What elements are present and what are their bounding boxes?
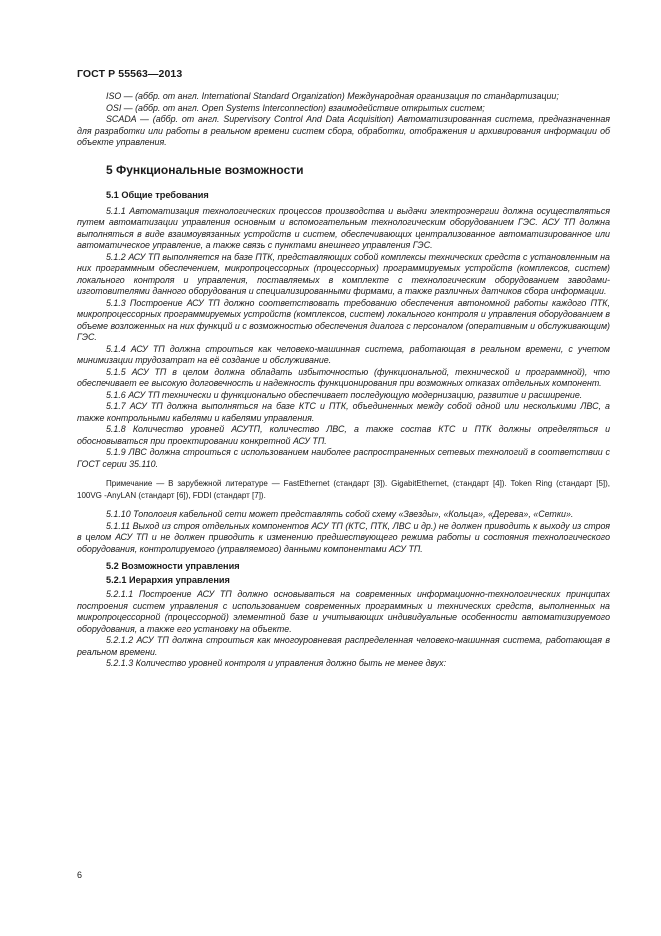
paragraph-5-1-5: 5.1.5 АСУ ТП в целом должна обладать избыточностью (функциональной, технической и программной), что обеспечивает ее высокую долговечность и надежность функционирования при возможных отказах отдельных компонент.: [77, 366, 610, 388]
paragraph-5-1-11: 5.1.11 Выход из строя отдельных компонентов АСУ ТП (КТС, ПТК, ЛВС и др.) не должен приводить к выходу из строя в целом АСУ ТП и не должен приводить к изменению предшествующего режима работы и состояния технологического оборудования, контролируемого (управляемого) данными компонентами АСУ ТП.: [77, 520, 610, 554]
note-standards: Примечание — В зарубежной литературе — FastEthernet (стандарт [3]). GigabitEthernet, (стандарт [4]). Token Ring (стандарт [5]), 100VG -AnyLAN (стандарт [6]), FDDI (стандарт [7]).: [77, 479, 611, 500]
section-5-2-title: 5.2 Возможности управления: [106, 561, 240, 571]
paragraph-5-1-10: 5.1.10 Топология кабельной сети может представлять собой схему «Звезды», «Кольца», «Дерева», «Сетки».: [106, 509, 574, 519]
section-5-title: 5 Функциональные возможности: [106, 162, 304, 177]
paragraph-5-2-1-1: 5.2.1.1 Построение АСУ ТП должно основываться на современных информационно-технологических принципах построения систем управления с использованием современных программных и технических средств, выполненных на микропроцессорной (процессорной) элементной базе и учитывающих индивидуальные особенности автоматизируемого оборудования, а также его установку на объекте.: [77, 589, 610, 634]
abbreviation-scada: SCADA — (аббр. от англ. Supervisory Control And Data Acquisition) Автоматизированная система, предназначенная для разработки или работы в реальном времени систем сбора, обработки, отображения и архивирования информации об объекте управления.: [77, 114, 610, 147]
paragraph-5-1-8: 5.1.8 Количество уровней АСУТП, количество ЛВС, а также состав КТС и ПТК должны определяться и обосновываться при проектировании конкретной АСУ ТП.: [77, 424, 610, 446]
section-5-2-1-title: 5.2.1 Иерархия управления: [106, 574, 230, 585]
page-number: 6: [77, 870, 83, 880]
paragraph-5-1-4: 5.1.4 АСУ ТП должна строиться как человеко-машинная система, работающая в реальном времени, с учетом минимизации трудозатрат на её создание и обслуживание.: [77, 343, 610, 365]
paragraph-5-1-7: 5.1.7 АСУ ТП должна выполняться на базе КТС и ПТК, объединенных между собой одной или несколькими ЛВС, а также контрольными кабелями и кабелями управления.: [77, 401, 610, 423]
abbreviation-osi: OSI — (аббр. от англ. Open Systems Interconnection) взаимодействие открытых систем;: [106, 102, 485, 113]
paragraph-5-1-2: 5.1.2 АСУ ТП выполняется на базе ПТК, представляющих собой комплексы технических средств с установленным на них программным обеспечением, микропроцессорных (процессорных) программируемых устройств (комплексов, систем) локального контроля и управления, поставляемых в комплекте с технологическим оборудованием заводами-изготовителями данного оборудования и специализированными фирмами, а также различных датчиков сбора информации.: [77, 251, 610, 296]
section-5-1-title: 5.1 Общие требования: [106, 190, 209, 200]
paragraph-5-1-9: 5.1.9 ЛВС должна строиться с использованием наиболее распространенных сетевых технологий в соответствии с ГОСТ серии 35.110.: [77, 447, 610, 469]
paragraph-5-1-6: 5.1.6 АСУ ТП технически и функционально обеспечивает последующую модернизацию, развитие и расширение.: [106, 389, 583, 400]
paragraph-5-1-3: 5.1.3 Построение АСУ ТП должно соответствовать требованию обеспечения автономной работы каждого ПТК, микропроцессорных программируемых устройств (комплексов, систем) локального контроля и управления оборудованием в объеме возложенных на них функций и с возможностью обеспечения диалога с персоналом (оперативным и обслуживающим) ГЭС.: [77, 297, 610, 342]
document-body: [77, 91, 610, 670]
abbreviation-iso: ISO — (аббр. от англ. International Standard Organization) Международная организация по стандартизации;: [106, 91, 559, 101]
document-header: ГОСТ Р 55563—2013: [77, 68, 183, 80]
paragraph-5-2-1-3: 5.2.1.3 Количество уровней контроля и управления должно быть не менее двух:: [106, 658, 447, 668]
paragraph-5-2-1-2: 5.2.1.2 АСУ ТП должна строиться как многоуровневая распределенная человеко-машинная система, работающая в реальном времени.: [77, 635, 610, 657]
paragraph-5-1-1: 5.1.1 Автоматизация технологических процессов производства и выдачи электроэнергии должна осуществляться путем автоматизации управления основным и вспомогательным технологическим оборудованием ГЭС. АСУ ТП должна выполняться в виде взаимоувязанных устройств и систем, обеспечивающих централизованное автоматизированное или автоматическое управление, а также связь с пунктами внешнего управления ГЭС.: [77, 205, 610, 250]
